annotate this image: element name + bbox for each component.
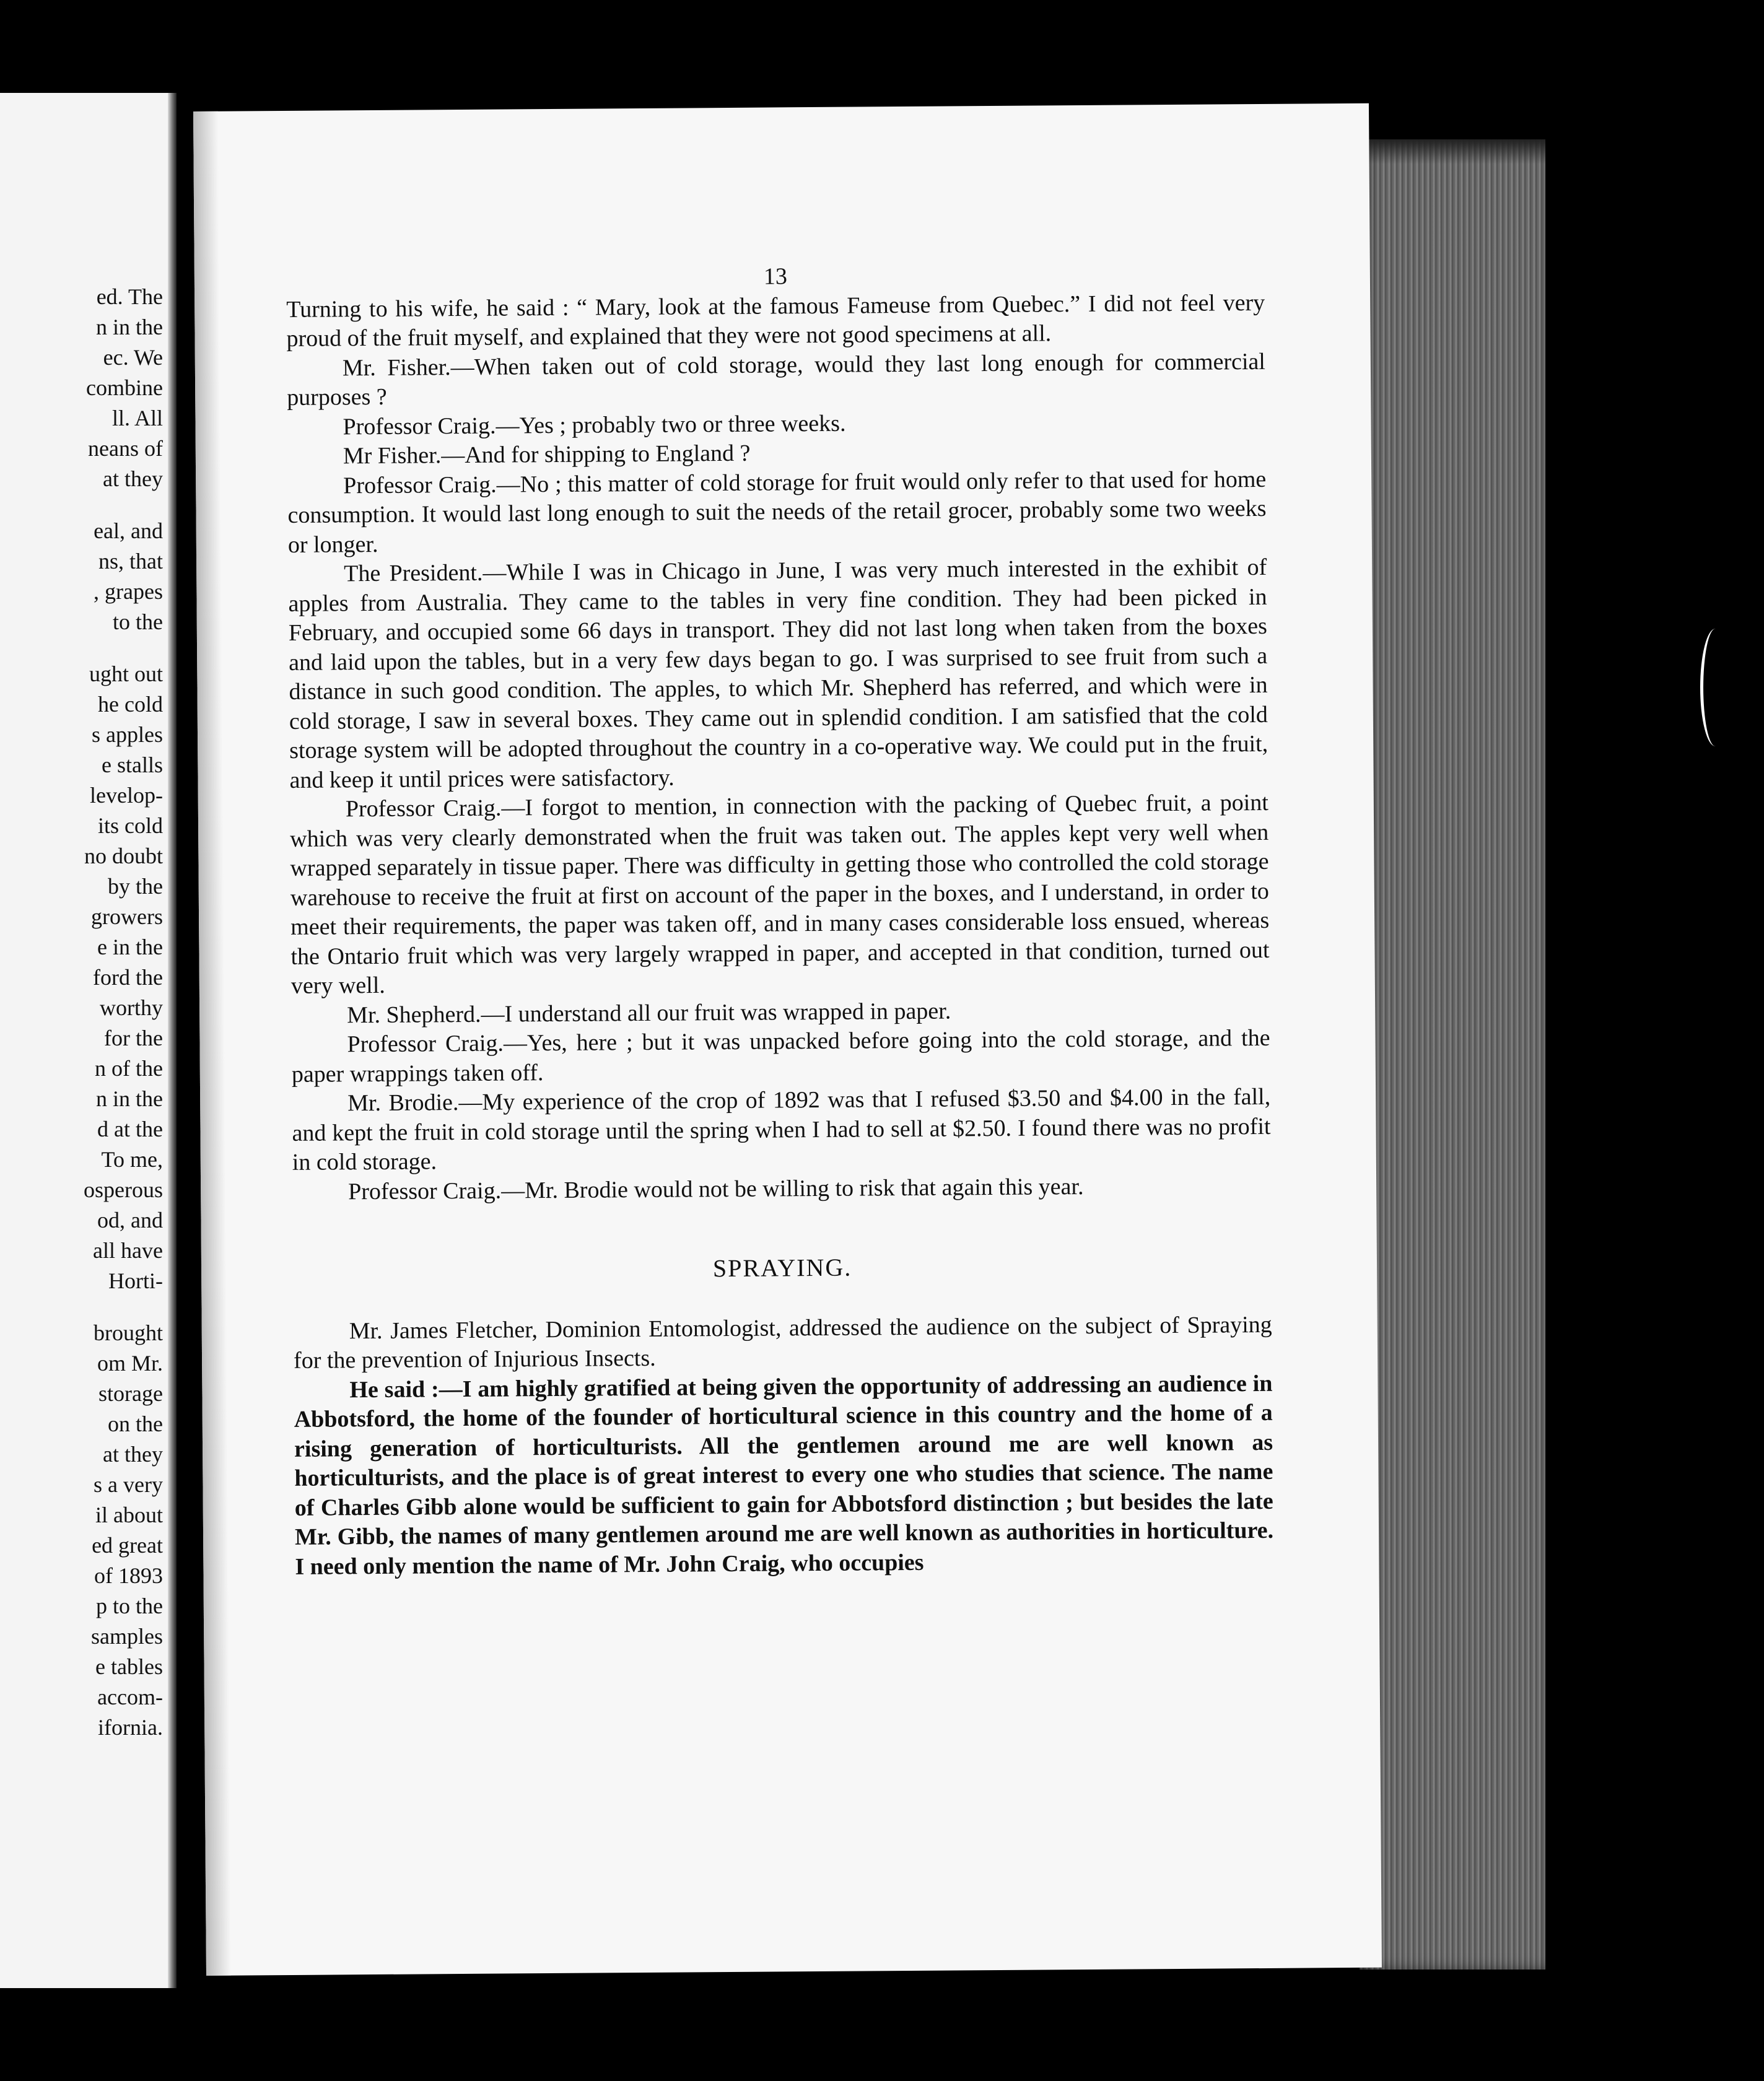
paragraph: Professor Craig.—I forgot to mention, in connection with the packing of Quebec fruit, a point which was very clearly demonstrated when the fruit was taken out. The apples kept very well when wrapped separately in tissue paper. There was difficulty in getting those who controlled the cold storage warehouse to receive the fruit at first on account of the paper in the boxes, and I understand, in order to meet their requirements, the paper was taken off, and in many cases considerable loss ensued, whereas the Ontario fruit which was very largely wrapped in paper, and accepted in that condition, turned out very well.	[290, 789, 1270, 999]
left-line: d at the	[97, 1117, 163, 1141]
left-line: ed. The	[96, 284, 163, 309]
left-line: ll. All	[111, 406, 163, 430]
left-line: worthy	[100, 995, 163, 1020]
left-line: brought	[94, 1320, 163, 1345]
left-line: s apples	[92, 722, 163, 747]
paragraph: Professor Craig.—No ; this matter of cold storage for fruit would only refer to that used for home consumption. It would last long enough to suit the needs of the retail grocer, probably some two weeks or longer.	[287, 466, 1267, 558]
paragraph: Professor Craig.—Yes ; probably two or three weeks.	[343, 410, 846, 440]
left-line: osperous	[84, 1177, 163, 1202]
left-line: To me,	[101, 1147, 163, 1172]
paragraph: Mr. James Fletcher, Dominion Entomologist, addressed the audience on the subject of Spraying for the prevention of Injurious Insects.	[293, 1311, 1272, 1374]
paragraph: Professor Craig.—Mr. Brodie would not be willing to risk that again this year.	[348, 1173, 1084, 1205]
left-line: ec. We	[103, 345, 163, 370]
left-line: ns, that	[98, 549, 163, 574]
left-line: he cold	[98, 692, 163, 717]
page-content	[286, 259, 1274, 1582]
left-line: eal, and	[94, 518, 163, 543]
left-line: il about	[95, 1503, 163, 1527]
paragraph: Professor Craig.—Yes, here ; but it was unpacked before going into the cold storage, and the paper wrappings taken off.	[291, 1024, 1270, 1088]
left-line: its cold	[98, 813, 163, 838]
paragraph: Mr. Fisher.—When taken out of cold storage, would they last long enough for commercial purposes ?	[287, 348, 1266, 411]
left-line: neans of	[88, 436, 163, 461]
left-line: e stalls	[102, 753, 163, 777]
left-line: n in the	[96, 315, 163, 339]
left-line: samples	[91, 1624, 163, 1649]
section-heading: SPRAYING.	[712, 1253, 852, 1283]
paragraph: Turning to his wife, he said : “ Mary, look at the famous Fameuse from Quebec.” I did not feel very proud of the fruit myself, and explained that they were not good specimens at all.	[286, 289, 1265, 352]
left-line: at they	[103, 1442, 163, 1467]
paragraph: He said :—I am highly gratified at being given the opportunity of addressing an audience in Abbotsford, the home of the founder of horticultural science in this country and the home of a rising generation of horticulturists. All the gentlemen around me are well known as horticulturists, and the place is of great interest to every one who studies that science. The name of Charles Gibb alone would be sufficient to gain for Abbotsford distinction ; but besides the late Mr. Gibb, the names of many gentlemen around me are well known as authorities in horticulture. I need only mention the name of Mr. John Craig, who occupies	[294, 1370, 1274, 1580]
left-line: Horti-	[108, 1268, 163, 1293]
left-line: n of the	[95, 1056, 163, 1081]
left-line: of 1893	[94, 1563, 163, 1588]
left-line: ed great	[92, 1533, 163, 1558]
left-line: for the	[104, 1026, 163, 1050]
left-line: storage	[98, 1381, 163, 1406]
left-line: , grapes	[94, 579, 163, 604]
page-gutter-shadow	[193, 111, 231, 1976]
left-line: ifornia.	[98, 1715, 163, 1740]
left-line: od, and	[97, 1208, 163, 1232]
left-line: by the	[108, 874, 163, 899]
left-line: accom-	[97, 1685, 163, 1709]
paragraph: The President.—While I was in Chicago in June, I was very much interested in the exhibit of apples from Australia. They came to the tables in very fine condition. They had been picked in February, and occupied some 66 days in transport. They did not last long when taken from the boxes and laid upon the tables, but in a very few days began to go. I was surprised to see fruit from such a distance in such good condition. The apples, to which Mr. Shepherd has referred, and which were in cold storage, I saw in several boxes. They came out in splendid condition. I am satisfied that the cold storage system will be adopted throughout the country in a co-operative way. We could put in the fruit, and keep it until prices were satisfactory.	[288, 554, 1268, 793]
left-line: e tables	[95, 1654, 163, 1679]
left-line: levelop-	[90, 783, 163, 808]
scan-artifact	[1700, 629, 1731, 746]
paragraph: Mr. Shepherd.—I understand all our fruit was wrapped in paper.	[347, 997, 951, 1028]
left-line: ught out	[89, 661, 163, 686]
book-page-edges	[1360, 139, 1545, 1970]
left-line: s a very	[94, 1472, 163, 1497]
left-facing-page	[0, 93, 177, 1988]
left-line: growers	[91, 904, 163, 929]
paragraph: Mr. Brodie.—My experience of the crop of 1892 was that I refused $3.50 and $4.00 in the fall, and kept the fruit in cold storage until the spring when I had to sell at $2.50. I found there was no profit in cold storage.	[292, 1083, 1271, 1176]
page-number: 13	[763, 263, 788, 290]
left-page-text	[0, 282, 163, 1743]
left-page-gutter	[168, 93, 177, 1988]
left-line: ford the	[93, 965, 163, 990]
left-line: om Mr.	[97, 1351, 163, 1376]
paragraph: Mr Fisher.—And for shipping to England ?	[343, 440, 751, 469]
left-line: on the	[108, 1411, 163, 1436]
main-page	[193, 103, 1382, 1976]
left-line: p to the	[96, 1594, 163, 1618]
left-line: no doubt	[84, 844, 163, 868]
left-line: to the	[113, 609, 163, 634]
left-line: all have	[93, 1238, 163, 1263]
left-line: combine	[86, 375, 163, 400]
left-line: n in the	[96, 1086, 163, 1111]
left-line: e in the	[97, 935, 163, 959]
left-line: at they	[103, 466, 163, 491]
